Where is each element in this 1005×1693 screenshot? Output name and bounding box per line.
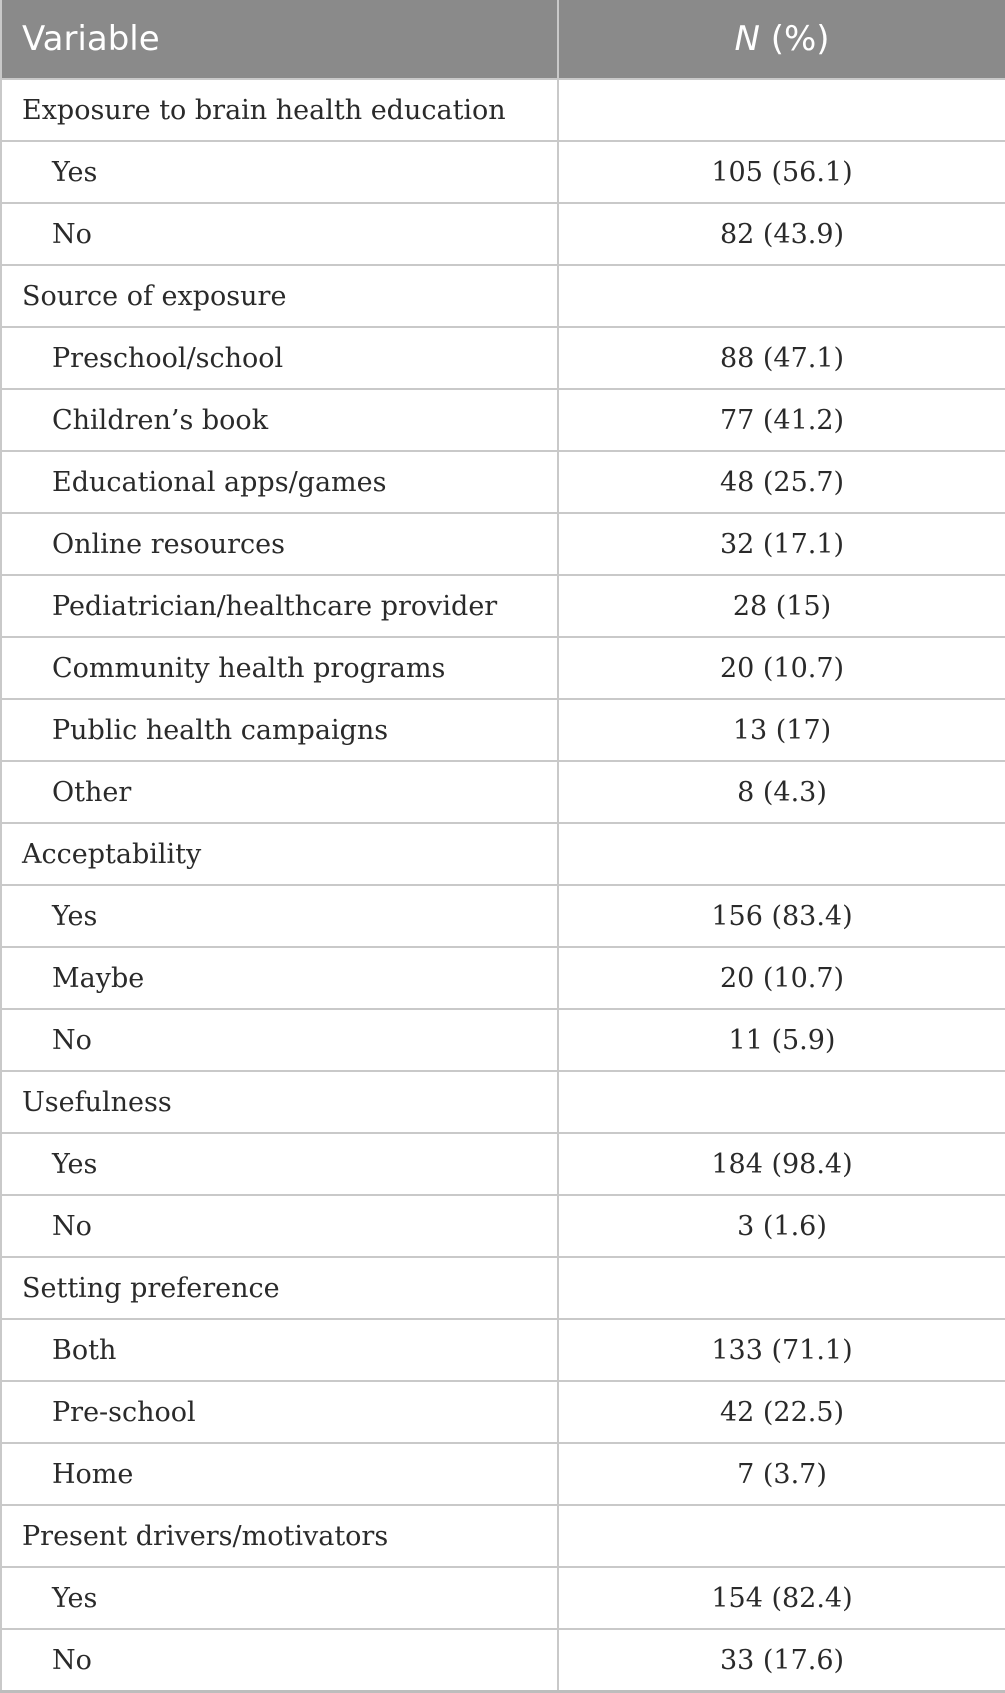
row-value: 13 (17) [558, 699, 1005, 761]
header-row [1, 0, 1005, 79]
row-label: Yes [1, 1133, 558, 1195]
table-row [1, 1629, 1005, 1692]
table-row [1, 699, 1005, 761]
row-label: Yes [1, 885, 558, 947]
row-value: 48 (25.7) [558, 451, 1005, 513]
table-category-row [1, 79, 1005, 141]
row-value: 3 (1.6) [558, 1195, 1005, 1257]
row-value: 88 (47.1) [558, 327, 1005, 389]
row-value: 28 (15) [558, 575, 1005, 637]
row-value: 32 (17.1) [558, 513, 1005, 575]
category-label: Usefulness [1, 1071, 558, 1133]
category-label: Exposure to brain health education [1, 79, 558, 141]
table-body [1, 79, 1005, 1692]
table-row [1, 1381, 1005, 1443]
table-row [1, 1009, 1005, 1071]
header-n-suffix: (%) [759, 19, 830, 59]
category-label: Acceptability [1, 823, 558, 885]
table-category-row [1, 823, 1005, 885]
table-row [1, 637, 1005, 699]
header-variable: Variable [1, 0, 558, 79]
row-value: 8 (4.3) [558, 761, 1005, 823]
row-value: 82 (43.9) [558, 203, 1005, 265]
row-label: Community health programs [1, 637, 558, 699]
row-value [558, 1505, 1005, 1567]
row-label: No [1, 1629, 558, 1692]
table-row [1, 1195, 1005, 1257]
row-value: 184 (98.4) [558, 1133, 1005, 1195]
row-value [558, 265, 1005, 327]
table-header [1, 0, 1005, 79]
row-label: Both [1, 1319, 558, 1381]
row-label: Preschool/school [1, 327, 558, 389]
category-label: Source of exposure [1, 265, 558, 327]
row-value: 7 (3.7) [558, 1443, 1005, 1505]
row-value [558, 1257, 1005, 1319]
row-value: 105 (56.1) [558, 141, 1005, 203]
table-row [1, 1133, 1005, 1195]
row-value: 42 (22.5) [558, 1381, 1005, 1443]
table-category-row [1, 1071, 1005, 1133]
row-value: 20 (10.7) [558, 637, 1005, 699]
row-value: 77 (41.2) [558, 389, 1005, 451]
category-label: Present drivers/motivators [1, 1505, 558, 1567]
row-value: 154 (82.4) [558, 1567, 1005, 1629]
table-row [1, 1567, 1005, 1629]
table-row [1, 141, 1005, 203]
row-value: 33 (17.6) [558, 1629, 1005, 1692]
row-label: Pre-school [1, 1381, 558, 1443]
row-label: Pediatrician/healthcare provider [1, 575, 558, 637]
table-row [1, 575, 1005, 637]
row-value [558, 79, 1005, 141]
table-row [1, 451, 1005, 513]
row-label: Children’s book [1, 389, 558, 451]
header-n-italic: N [734, 19, 760, 59]
row-label: Yes [1, 141, 558, 203]
table-category-row [1, 265, 1005, 327]
table-row [1, 203, 1005, 265]
row-label: No [1, 203, 558, 265]
row-label: Yes [1, 1567, 558, 1629]
row-value: 156 (83.4) [558, 885, 1005, 947]
row-label: Educational apps/games [1, 451, 558, 513]
row-label: No [1, 1009, 558, 1071]
row-value: 20 (10.7) [558, 947, 1005, 1009]
row-value: 11 (5.9) [558, 1009, 1005, 1071]
category-label: Setting preference [1, 1257, 558, 1319]
row-label: Maybe [1, 947, 558, 1009]
table-row [1, 1443, 1005, 1505]
table-row [1, 1319, 1005, 1381]
row-value [558, 823, 1005, 885]
table-row [1, 885, 1005, 947]
row-label: Home [1, 1443, 558, 1505]
row-value [558, 1071, 1005, 1133]
header-n-percent [558, 0, 1005, 79]
table-row [1, 947, 1005, 1009]
table-row [1, 513, 1005, 575]
row-label: Public health campaigns [1, 699, 558, 761]
table-row [1, 327, 1005, 389]
table-category-row [1, 1505, 1005, 1567]
row-value: 133 (71.1) [558, 1319, 1005, 1381]
row-label: Online resources [1, 513, 558, 575]
table-row [1, 389, 1005, 451]
row-label: Other [1, 761, 558, 823]
table-category-row [1, 1257, 1005, 1319]
table-row [1, 761, 1005, 823]
row-label: No [1, 1195, 558, 1257]
